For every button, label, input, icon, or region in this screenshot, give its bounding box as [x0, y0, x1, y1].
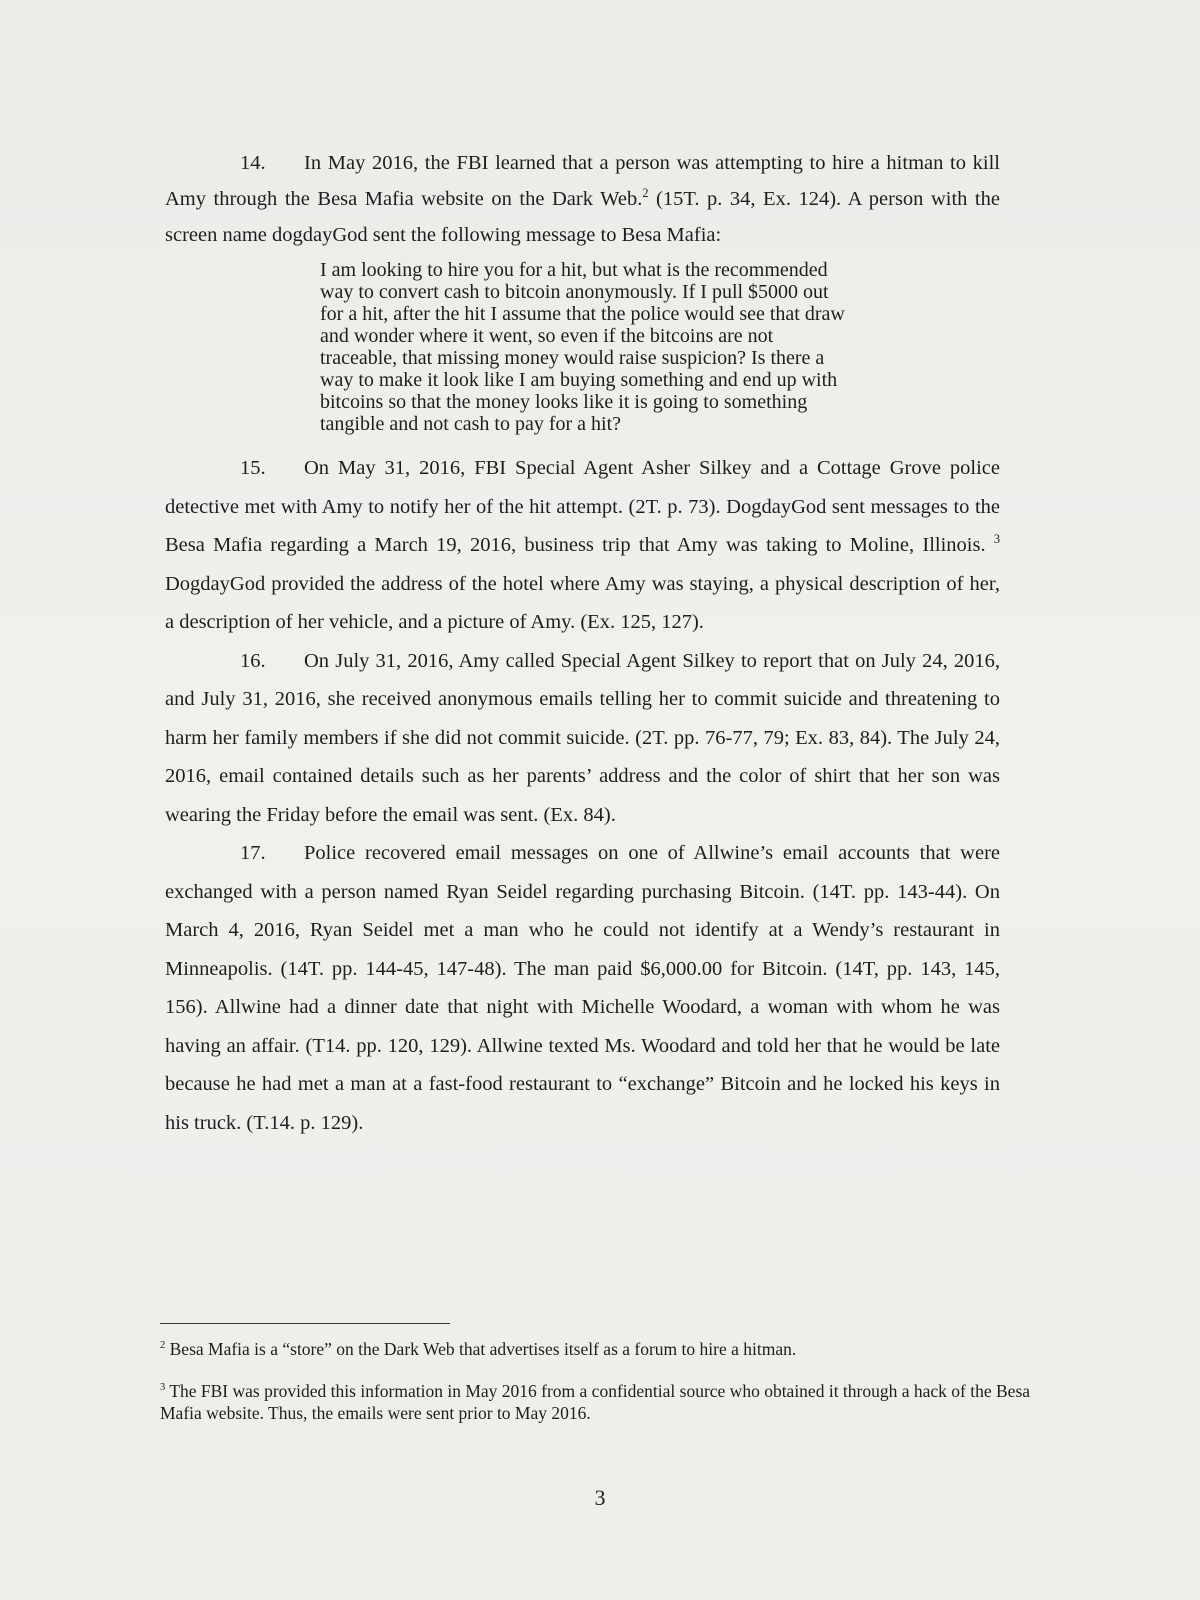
paragraph-17	[165, 834, 1000, 1142]
paragraph-text-continued: DogdayGod provided the address of the hotel where Amy was staying, a physical description of her, a description of her vehicle, and a picture of Amy. (Ex. 125, 127).	[165, 572, 1000, 633]
footnote-ref-2: 2	[642, 186, 649, 201]
paragraph-number: 17.	[240, 842, 266, 864]
paragraph-text-continued: (15T. p. 34, Ex. 124). A person with the screen name dogdayGod sent the following message to Besa Mafia:	[165, 188, 1000, 246]
footnote-2	[160, 1338, 1035, 1360]
footnote-3	[160, 1380, 1035, 1424]
block-quote-message: I am looking to hire you for a hit, but what is the recommended way to convert cash to bitcoin anonymously. If I pull $5000 out for a hit, after the hit I assume that the police would see that draw and wonder where it went, so even if the bitcoins are not traceable, that missing money would raise suspicion? Is there a way to make it look like I am buying something and end up with bitcoins so that the money looks like it is going to something tangible and not cash to pay for a hit?	[320, 259, 845, 435]
paragraph-text: On May 31, 2016, FBI Special Agent Asher Silkey and a Cottage Grove police detective met with Amy to notify her of the hit attempt. (2T. p. 73). DogdayGod sent messages to the Besa Mafia regarding a March 19, 2016, business trip that Amy was taking to Moline, Illinois.	[165, 457, 1000, 556]
document-body	[165, 145, 1000, 1142]
paragraph-15	[165, 449, 1000, 642]
footnote-text: The FBI was provided this information in May 2016 from a confidential source who obtained it through a hack of the Besa Mafia website. Thus, the emails were sent prior to May 2016.	[160, 1381, 1031, 1423]
footnote-separator	[160, 1323, 450, 1324]
footnote-ref-3: 3	[993, 532, 1000, 547]
paragraph-number: 14.	[240, 152, 266, 174]
footnote-marker: 3	[160, 1382, 166, 1394]
paragraph-number: 16.	[240, 649, 266, 672]
paragraph-14	[165, 145, 1000, 253]
page-number: 3	[594, 1485, 606, 1510]
footnote-marker: 2	[160, 1340, 166, 1352]
paragraph-text: On July 31, 2016, Amy called Special Agent Silkey to report that on July 24, 2016, and July 31, 2016, she received anonymous emails telling her to commit suicide and threatening to harm her family members if she did not commit suicide. (2T. pp. 76-77, 79; Ex. 83, 84). The July 24, 2016, email contained details such as her parents’ address and the color of shirt that her son was wearing the Friday before the email was sent. (Ex. 84).	[165, 649, 1000, 826]
paragraph-16	[165, 642, 1000, 835]
paragraph-text: Police recovered email messages on one of Allwine’s email accounts that were exchanged with a person named Ryan Seidel regarding purchasing Bitcoin. (14T. pp. 143-44). On March 4, 2016, Ryan Seidel met a man who he could not identify at a Wendy’s restaurant in Minneapolis. (14T. pp. 144-45, 147-48). The man paid $6,000.00 for Bitcoin. (14T, pp. 143, 145, 156). Allwine had a dinner date that night with Michelle Woodard, a woman with whom he was having an affair. (T14. pp. 120, 129). Allwine texted Ms. Woodard and told her that he would be late because he had met a man at a fast-food restaurant to “exchange” Bitcoin and he locked his keys in his truck. (T.14. p. 129).	[165, 842, 1000, 1134]
paragraph-number: 15.	[240, 457, 266, 479]
footnote-text: Besa Mafia is a “store” on the Dark Web that advertises itself as a forum to hire a hitman.	[169, 1339, 797, 1359]
footnotes	[160, 1338, 1035, 1444]
paragraph-text: In May 2016, the FBI learned that a person was attempting to hire a hitman to kill Amy through the Besa Mafia website on the Dark Web.	[165, 152, 1000, 210]
